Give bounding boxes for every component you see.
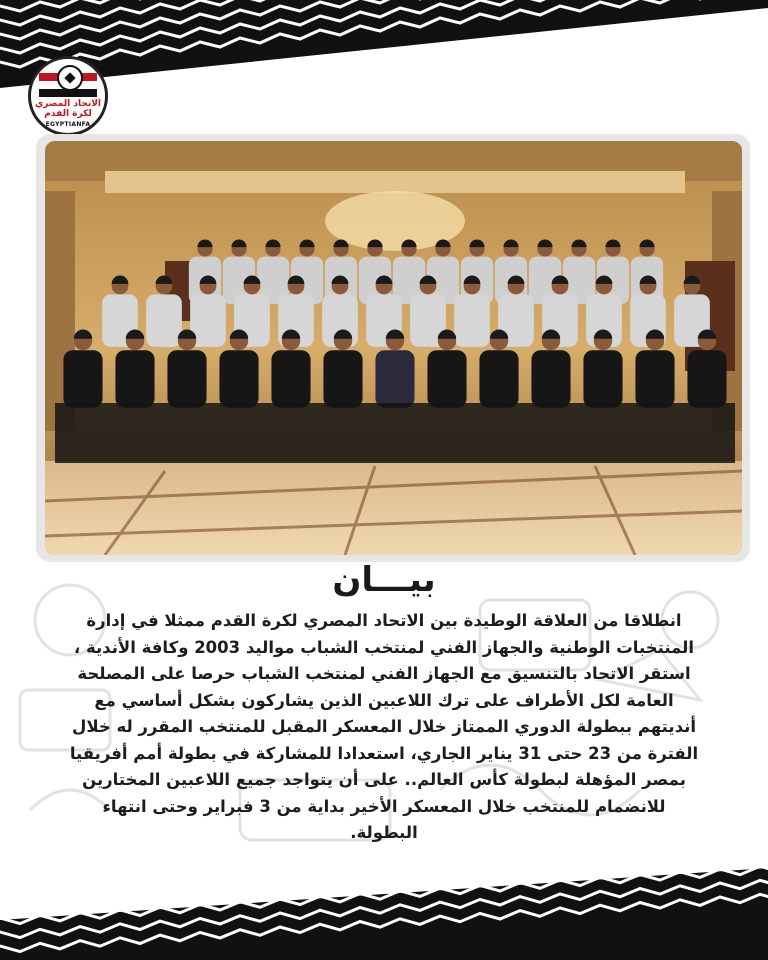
football-icon (57, 65, 83, 91)
statement-line: البطولة. (350, 823, 418, 842)
statement-line: استقر الاتحاد بالتنسيق مع الجهاز الفني لمنتخب الشباب حرصا على المصلحة (77, 664, 691, 683)
statement-line: للانضمام للمنتخب خلال المعسكر الأخير بداية من 3 فبراير وحتى انتهاء (102, 796, 666, 816)
statement-line: الفترة من 23 حتى 31 يناير الجاري، استعدادا للمشاركة في بطولة أمم أفريقيا (69, 743, 699, 763)
statement-title: بيـــان (332, 560, 436, 600)
zigzag-pattern-top (0, 0, 768, 118)
team-photo (45, 141, 742, 555)
statement-line: انطلاقا من العلاقة الوطيدة بين الاتحاد المصري لكرة القدم ممثلا في إدارة (86, 611, 682, 630)
logo-name-line1: الاتحاد المصري (35, 99, 101, 109)
federation-logo (28, 56, 108, 136)
statement-line: العامة لكل الأطراف على ترك اللاعبين الذين يشاركون بشكل أساسي مع (94, 690, 674, 710)
statement-body (20, 608, 748, 847)
statement-line: أنديتهم ببطولة الدوري الممتاز خلال المعسكر المقبل للمنتخب المقرر له خلال (72, 717, 696, 736)
logo-text (31, 99, 105, 119)
zigzag-pattern-bottom (0, 860, 768, 960)
logo-brand: EGYPTIANFA (45, 121, 91, 128)
statement-line: المنتخبات الوطنية والجهاز الفني لمنتخب الشباب مواليد 2003 وكافة الأندية ، (73, 637, 695, 657)
logo-name-line2: لكرة القدم (44, 109, 92, 119)
statement-line: بمصر المؤهلة لبطولة كأس العالم.. على أن يتواجد جميع اللاعبين المختارين (82, 770, 686, 789)
